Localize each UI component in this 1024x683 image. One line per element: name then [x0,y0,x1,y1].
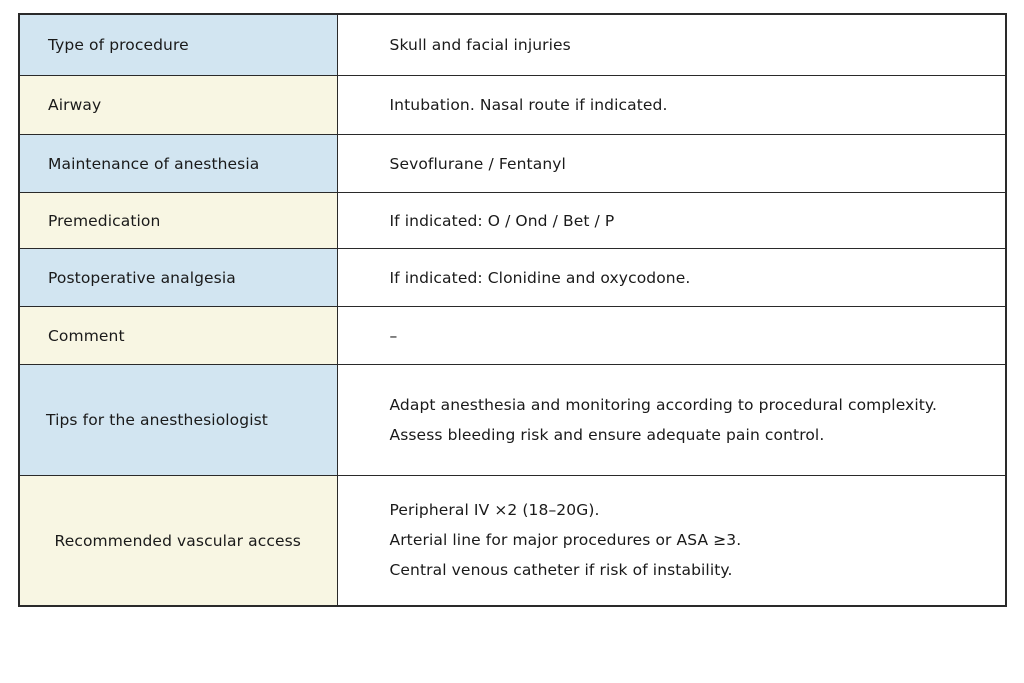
anesthesia-protocol-table [18,13,1007,607]
row-label: Tips for the anesthesiologist [19,365,337,476]
row-label: Maintenance of anesthesia [19,135,337,193]
row-label: Comment [19,307,337,365]
value-line: – [389,326,398,345]
table-row-type-of-procedure [19,14,1006,76]
value-line: If indicated: O / Ond / Bet / P [389,211,615,230]
value-line: Arterial line for major procedures or ASA ≥3. [389,531,742,549]
table-row-maintenance [19,135,1006,193]
row-value [337,307,1006,365]
row-value [337,365,1006,476]
row-value [337,249,1006,307]
row-value [337,193,1006,249]
value-line: Intubation. Nasal route if indicated. [389,96,668,114]
value-line: Central venous catheter if risk of instability. [389,561,733,579]
table-row-vascular-access [19,476,1006,607]
value-line: Skull and facial injuries [389,36,571,54]
table-row-airway [19,76,1006,135]
row-label: Premedication [19,193,337,249]
value-line: Sevoflurane / Fentanyl [389,154,566,173]
value-line: Assess bleeding risk and ensure adequate pain control. [389,425,825,444]
value-line: Adapt anesthesia and monitoring according to procedural complexity. [389,395,938,414]
table-row-postoperative-analgesia [19,249,1006,307]
row-value [337,476,1006,607]
row-label: Type of procedure [19,14,337,76]
row-value [337,14,1006,76]
row-value [337,76,1006,135]
row-label: Airway [19,76,337,135]
table-row-premedication [19,193,1006,249]
row-label: Postoperative analgesia [19,249,337,307]
value-line: Peripheral IV ×2 (18–20G). [389,501,600,519]
row-label: Recommended vascular access [19,476,337,607]
table-row-tips [19,365,1006,476]
table-row-comment [19,307,1006,365]
value-line: If indicated: Clonidine and oxycodone. [389,268,691,287]
row-value [337,135,1006,193]
